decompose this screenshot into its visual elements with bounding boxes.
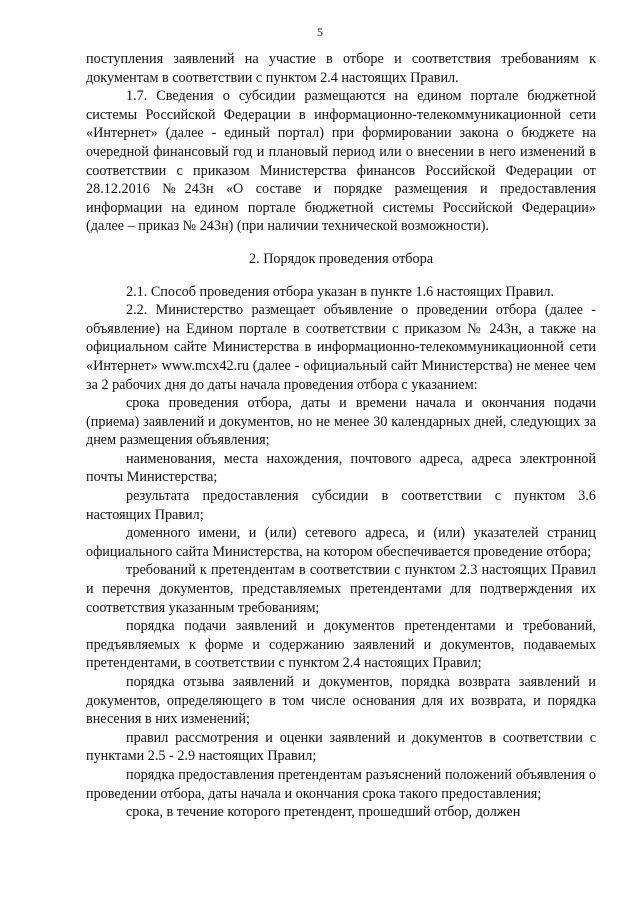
list-item: правил рассмотрения и оценки заявлений и документов в соответствии с пунктами 2.5 - 2.9 настоящих Правил; [86,729,596,765]
list-item: порядка отзыва заявлений и документов, порядка возврата заявлений и документов, определяющего в том числе основания для их возврата, и порядка внесения в них изменений; [86,674,596,728]
paragraph-2-2: 2.2. Министерство размещает объявление о проведении отбора (далее - объявление) на Едином портале в соответствии с приказом № 243н, а также на официальном сайте Министерства в информационно-телекоммуникационной сети «Интернет» www.mcx42.ru (далее - официальный сайт Министерства) не менее чем за 2 рабочих дня до даты начала проведения отбора с указанием: [86,302,596,393]
list-item: наименования, места нахождения, почтового адреса, адреса электронной почты Министерства; [86,450,596,486]
list-item: порядка предоставления претендентам разъяснений положений объявления о проведении отбора, даты начала и окончания срока такого предоставления; [86,766,596,802]
list-item: срока, в течение которого претендент, прошедший отбор, должен [126,804,521,821]
section-heading: 2. Порядок проведения отбора [249,250,433,267]
document-body [86,50,596,822]
paragraph-1-7: 1.7. Сведения о субсидии размещаются на едином портале бюджетной системы Российской Федерации в информационно-телекоммуникационной сети «Интернет» (далее - единый портал) при формировании закона о бюджете на очередной финансовый год и плановый период или о внесении в него изменений в соответствии с приказом Министерства финансов Российской Федерации от 28.12.2016 №243н «О составе и порядке размещения и предоставления информации на едином портале бюджетной системы Российской Федерации» (далее – приказ № 243н) (при наличии технической возможности). [86,88,596,235]
list-item: требований к претендентам в соответствии с пунктом 2.3 настоящих Правил и перечня документов, представляемых претендентами для подтверждения их соответствия указанным требованиям; [86,562,596,616]
list-item: доменного имени, и (или) сетевого адреса, и (или) указателей страниц официального сайта Министерства, на котором обеспечивается проведение отбора; [86,525,596,560]
list-item: результата предоставления субсидии в соответствии с пунктом 3.6 настоящих Правил; [86,488,596,523]
list-item: срока проведения отбора, даты и времени начала и окончания подачи (приема) заявлений и документов, но не менее 30 календарных дней, следующих за днем размещения объявления; [86,395,596,449]
paragraph-2-1: 2.1. Способ проведения отбора указан в пункте 1.6 настоящих Правил. [126,283,555,300]
page-number: 5 [317,25,323,39]
paragraph-continuation: поступления заявлений на участие в отборе и соответствия требованиям к документам в соответствии с пунктом 2.4 настоящих Правил. [86,51,596,86]
list-item: порядка подачи заявлений и документов претендентами и требований, предъявляемых к форме и содержанию заявлений и документов, подаваемых претендентами, в соответствии с пунктом 2.4 настоящих Правил; [86,618,596,672]
